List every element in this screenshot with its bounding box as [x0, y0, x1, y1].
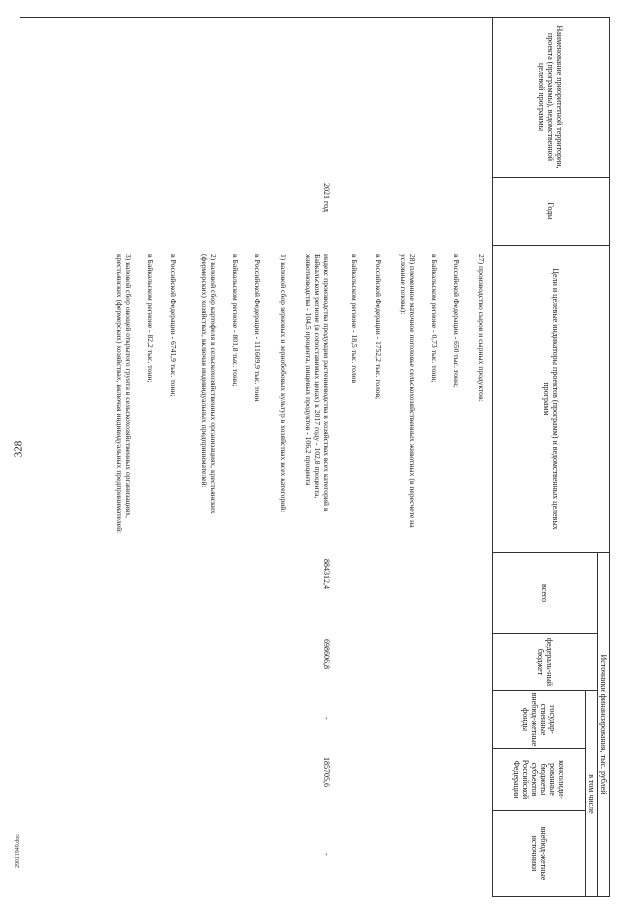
table-border-top: [609, 17, 610, 897]
value-federal: 698606,8: [322, 639, 331, 669]
col-divider-goals: [493, 552, 610, 553]
header-funding: Источники финансирования, тыс. рублей: [599, 654, 608, 795]
col-divider-total: [493, 633, 598, 634]
value-regional: 185705,6: [322, 757, 331, 787]
col-divider-name: [493, 177, 610, 178]
value-state-funds: -: [322, 717, 331, 720]
header-name: Наименование приоритетной территории, проекта (программы), ведомственной целевой программы: [537, 25, 565, 169]
goal-line: в Российской Федерации - 1752,2 тыс. голов;: [374, 254, 383, 400]
goal-line: в Российской Федерации - 6741,9 тыс. тонн;: [169, 254, 178, 397]
header-divider: [492, 17, 493, 897]
goal-line: в Байкальском регионе - 0,73 тыс. тонн;: [430, 254, 439, 383]
header-other: внебюд-жетные источники: [530, 826, 548, 881]
table-border-left: [20, 17, 610, 18]
header-years: Годы: [546, 202, 556, 220]
document-id: 29011949.doc: [15, 834, 21, 868]
goal-line: 27) производство сыров и сырных продуктов:: [477, 254, 486, 402]
col-divider-state: [493, 748, 586, 749]
goal-line: 1) валовой сбор зерновых и зернобобовых культур в хозяйствах всех категорий:: [279, 254, 288, 513]
value-total: 884312,4: [322, 559, 331, 589]
table-border-right: [493, 896, 610, 897]
goal-line: 2) валовой сбор картофеля в сельскохозяйственных организациях, крестьянских (фермерских) хозяйствах, включая индивидуальных предпринимателей:: [200, 254, 218, 514]
goal-line: в Байкальском регионе - 801,8 тыс. тонн;: [231, 254, 240, 387]
col-divider-federal: [493, 690, 598, 691]
goal-line: в Российской Федерации - 111609,9 тыс. тонн: [253, 254, 262, 402]
goal-line: 3) валовой сбор овощей открытого грунта в сельскохозяйственных организациях, крестьянских (фермерских) хозяйствах, включая индивидуальных предпринимателей:: [115, 254, 133, 534]
year-2021: 2021 год: [322, 183, 331, 212]
header-total: всего: [540, 583, 550, 602]
goal-line: в Российской Федерации - 650 тыс. тонн;: [452, 254, 461, 388]
header-goals: Цели и целевые индикаторы проектов (программ) и ведомственных целевых программ: [542, 268, 560, 530]
value-other: -: [322, 853, 331, 856]
header-regional: консолиди-рованные бюджеты субъектов Российской Федерации: [512, 759, 566, 800]
goal-line: в Байкальском регионе - 18,5 тыс. голов: [350, 254, 359, 384]
rotated-table: [20, 17, 610, 897]
goal-line: 28) племенное маточное поголовье сельскохозяйственных животных (в пересчете на условные головы):: [399, 254, 417, 528]
page-number: 328: [12, 440, 25, 458]
header-federal: федераль-ный бюджет: [536, 637, 554, 687]
header-state-funds: государ-ственные внебюд-жетные фонды: [521, 692, 557, 747]
col-divider-regional: [493, 810, 586, 811]
goal-line: индекс производства продукции растениеводства в хозяйствах всех категорий в Байкальском регионе (в сопоставимых ценах) к 2017 году - 102,8 процента, животноводства - 104,5 процента, пищевых продуктов - 106,2 процента: [304, 254, 331, 512]
goal-line: в Байкальском регионе - 82,2 тыс. тонн;: [146, 254, 155, 383]
col-divider-years: [493, 245, 610, 246]
header-including: в том числе: [587, 774, 596, 814]
